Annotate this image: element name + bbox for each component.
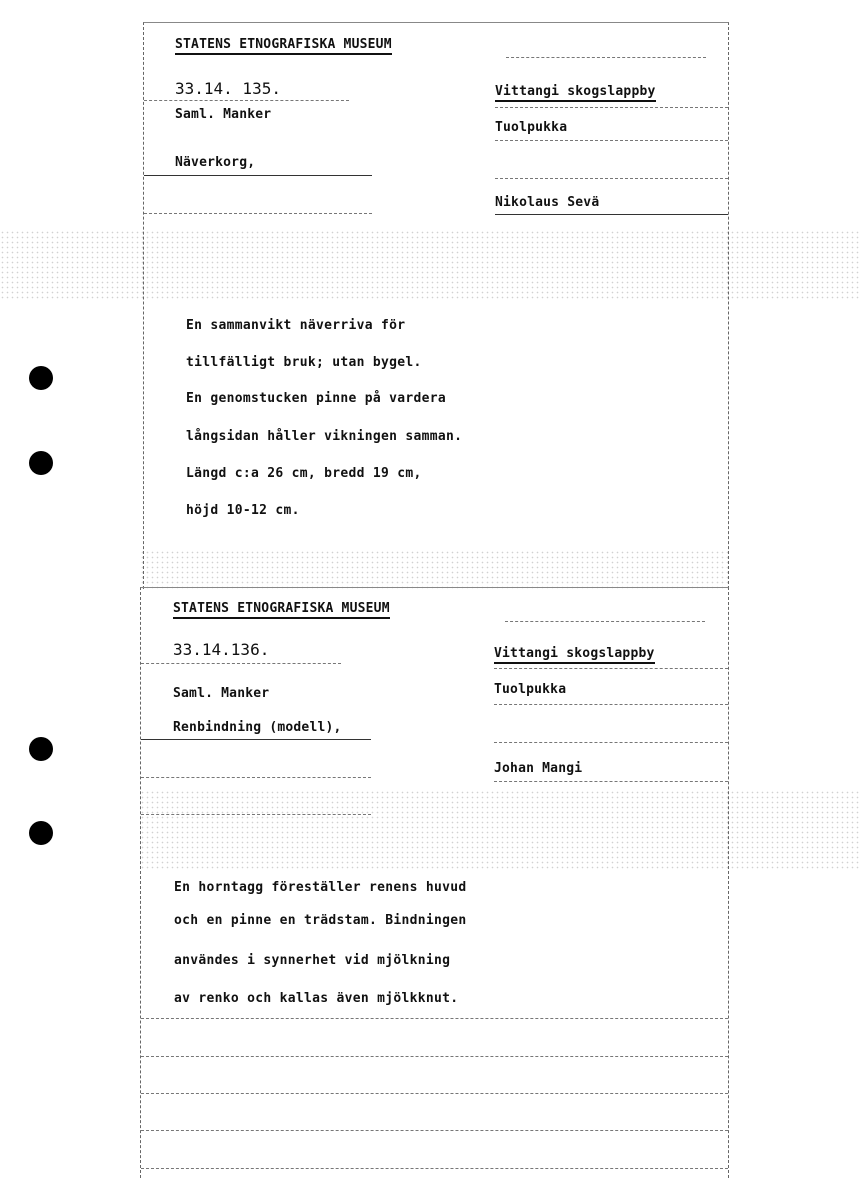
locality: Tuolpukka <box>495 120 568 135</box>
object-name: Renbindning (modell), <box>173 720 342 735</box>
punch-hole <box>29 821 53 845</box>
institution-header: STATENS ETNOGRAFISKA MUSEUM <box>173 601 390 619</box>
source-person: Nikolaus Sevä <box>495 195 600 210</box>
description-line: av renko och kallas även mjölkknut. <box>174 991 459 1006</box>
catalog-card-1 <box>143 22 729 589</box>
description-line: En horntagg föreställer renens huvud <box>174 880 467 895</box>
description-line: användes i synnerhet vid mjölkning <box>174 953 451 968</box>
catalog-card-2 <box>140 587 729 1178</box>
institution-header: STATENS ETNOGRAFISKA MUSEUM <box>175 37 392 55</box>
catalog-number: 33.14.136. <box>173 640 270 659</box>
collection: Saml. Manker <box>175 107 272 122</box>
place: Vittangi skogslappby <box>494 646 655 664</box>
description-line: En genomstucken pinne på vardera <box>186 391 447 406</box>
place: Vittangi skogslappby <box>495 84 656 102</box>
description-line: En sammanvikt näverriva för <box>186 318 406 333</box>
description-line: Längd c:a 26 cm, bredd 19 cm, <box>186 466 422 481</box>
collection: Saml. Manker <box>173 686 270 701</box>
punch-hole <box>29 366 53 390</box>
description-line: höjd 10-12 cm. <box>186 503 300 518</box>
punch-hole <box>29 737 53 761</box>
punch-hole <box>29 451 53 475</box>
catalog-number: 33.14. 135. <box>175 79 281 98</box>
object-name: Näverkorg, <box>175 155 256 170</box>
source-person: Johan Mangi <box>494 761 583 776</box>
locality: Tuolpukka <box>494 682 567 697</box>
description-line: och en pinne en trädstam. Bindningen <box>174 913 467 928</box>
description-line: tillfälligt bruk; utan bygel. <box>186 355 422 370</box>
description-line: långsidan håller vikningen samman. <box>186 429 463 444</box>
